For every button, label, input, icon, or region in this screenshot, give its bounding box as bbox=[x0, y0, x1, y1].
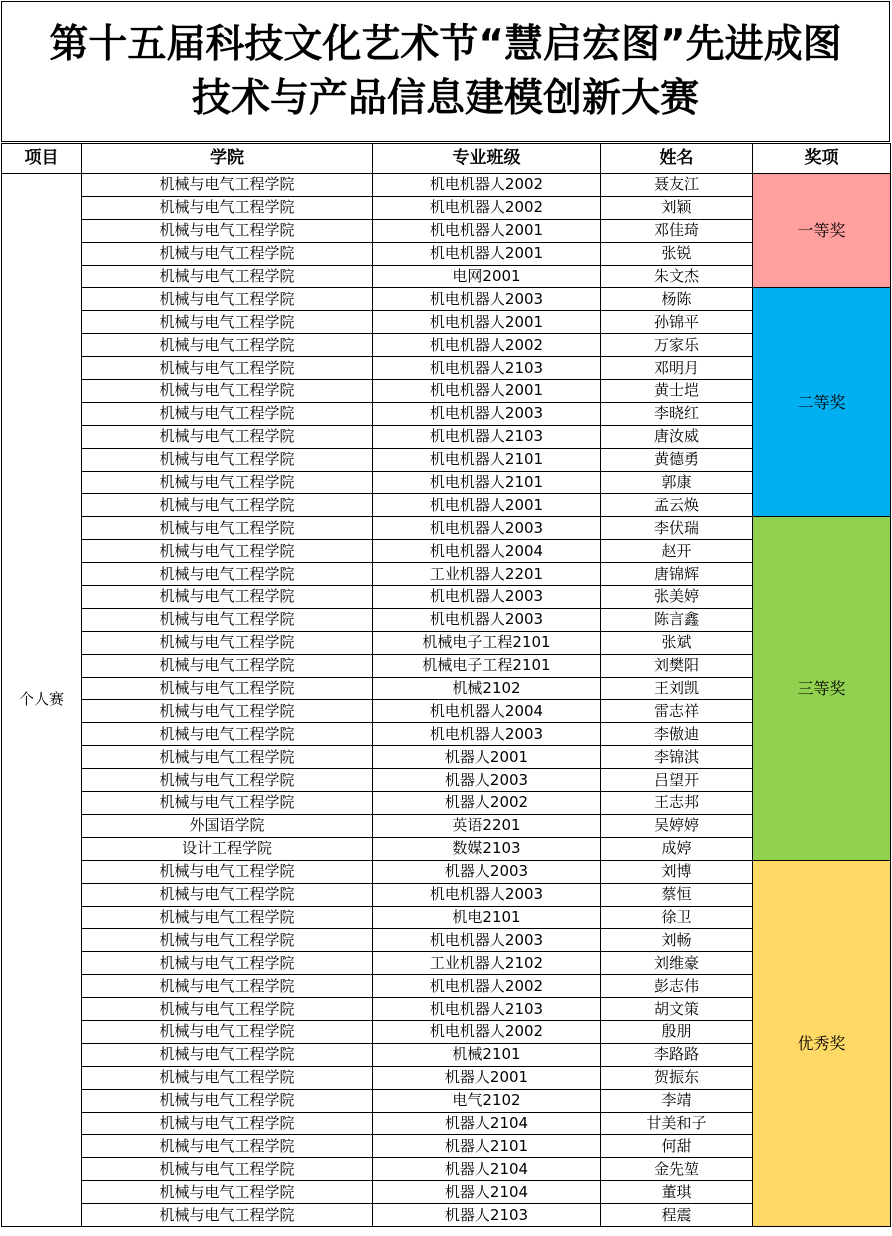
class-cell: 机械2101 bbox=[373, 1043, 601, 1066]
student-name-cell: 贺振东 bbox=[601, 1066, 753, 1089]
student-name-cell: 孙锦平 bbox=[601, 311, 753, 334]
class-cell: 机器人2001 bbox=[373, 1066, 601, 1089]
college-cell: 机械与电气工程学院 bbox=[82, 1181, 373, 1204]
class-cell: 机电机器人2003 bbox=[373, 608, 601, 631]
class-cell: 机电机器人2004 bbox=[373, 700, 601, 723]
college-cell: 机械与电气工程学院 bbox=[82, 769, 373, 792]
class-cell: 英语2201 bbox=[373, 814, 601, 837]
college-cell: 机械与电气工程学院 bbox=[82, 219, 373, 242]
class-cell: 机器人2104 bbox=[373, 1112, 601, 1135]
class-cell: 机电机器人2001 bbox=[373, 494, 601, 517]
college-cell: 机械与电气工程学院 bbox=[82, 1158, 373, 1181]
results-table bbox=[1, 143, 891, 1227]
class-cell: 电气2102 bbox=[373, 1089, 601, 1112]
student-name-cell: 程震 bbox=[601, 1204, 753, 1227]
student-name-cell: 郭康 bbox=[601, 471, 753, 494]
class-cell: 机器人2104 bbox=[373, 1158, 601, 1181]
student-name-cell: 雷志祥 bbox=[601, 700, 753, 723]
header-project: 项目 bbox=[2, 144, 82, 174]
college-cell: 机械与电气工程学院 bbox=[82, 998, 373, 1021]
class-cell: 机电机器人2003 bbox=[373, 288, 601, 311]
class-cell: 机电机器人2001 bbox=[373, 380, 601, 403]
student-name-cell: 朱文杰 bbox=[601, 265, 753, 288]
student-name-cell: 胡文策 bbox=[601, 998, 753, 1021]
project-cell: 个人赛 bbox=[2, 174, 82, 1227]
college-cell: 机械与电气工程学院 bbox=[82, 357, 373, 380]
student-name-cell: 李晓红 bbox=[601, 402, 753, 425]
student-name-cell: 李伏瑞 bbox=[601, 517, 753, 540]
college-cell: 机械与电气工程学院 bbox=[82, 906, 373, 929]
college-cell: 机械与电气工程学院 bbox=[82, 792, 373, 815]
student-name-cell: 金先堃 bbox=[601, 1158, 753, 1181]
student-name-cell: 蔡恒 bbox=[601, 883, 753, 906]
student-name-cell: 赵开 bbox=[601, 540, 753, 563]
college-cell: 机械与电气工程学院 bbox=[82, 952, 373, 975]
student-name-cell: 吕望开 bbox=[601, 769, 753, 792]
class-cell: 机电机器人2103 bbox=[373, 357, 601, 380]
class-cell: 机电机器人2002 bbox=[373, 975, 601, 998]
class-cell: 机电机器人2004 bbox=[373, 540, 601, 563]
class-cell: 机器人2103 bbox=[373, 1204, 601, 1227]
title-line-2: 技术与产品信息建模创新大赛 bbox=[191, 75, 699, 121]
college-cell: 机械与电气工程学院 bbox=[82, 608, 373, 631]
class-cell: 机电机器人2002 bbox=[373, 196, 601, 219]
table-body bbox=[2, 174, 891, 1227]
college-cell: 机械与电气工程学院 bbox=[82, 1204, 373, 1227]
student-name-cell: 邓佳琦 bbox=[601, 219, 753, 242]
student-name-cell: 徐卫 bbox=[601, 906, 753, 929]
college-cell: 外国语学院 bbox=[82, 814, 373, 837]
college-cell: 机械与电气工程学院 bbox=[82, 402, 373, 425]
class-cell: 机电机器人2002 bbox=[373, 174, 601, 197]
table-row bbox=[2, 174, 891, 197]
student-name-cell: 张锐 bbox=[601, 242, 753, 265]
header-row bbox=[2, 144, 891, 174]
college-cell: 机械与电气工程学院 bbox=[82, 1043, 373, 1066]
student-name-cell: 李傲迪 bbox=[601, 723, 753, 746]
student-name-cell: 唐锦辉 bbox=[601, 563, 753, 586]
college-cell: 机械与电气工程学院 bbox=[82, 196, 373, 219]
college-cell: 机械与电气工程学院 bbox=[82, 1135, 373, 1158]
class-cell: 机电机器人2103 bbox=[373, 998, 601, 1021]
table-row bbox=[2, 860, 891, 883]
college-cell: 机械与电气工程学院 bbox=[82, 1020, 373, 1043]
student-name-cell: 成婷 bbox=[601, 837, 753, 860]
class-cell: 机电机器人2101 bbox=[373, 448, 601, 471]
student-name-cell: 黄士垲 bbox=[601, 380, 753, 403]
student-name-cell: 万家乐 bbox=[601, 334, 753, 357]
student-name-cell: 王刘凯 bbox=[601, 677, 753, 700]
student-name-cell: 刘畅 bbox=[601, 929, 753, 952]
college-cell: 机械与电气工程学院 bbox=[82, 288, 373, 311]
class-cell: 机电机器人2003 bbox=[373, 517, 601, 540]
student-name-cell: 何甜 bbox=[601, 1135, 753, 1158]
class-cell: 机电机器人2003 bbox=[373, 586, 601, 609]
student-name-cell: 刘维豪 bbox=[601, 952, 753, 975]
title-cell bbox=[1, 1, 890, 142]
college-cell: 机械与电气工程学院 bbox=[82, 540, 373, 563]
student-name-cell: 杨陈 bbox=[601, 288, 753, 311]
student-name-cell: 黄德勇 bbox=[601, 448, 753, 471]
college-cell: 机械与电气工程学院 bbox=[82, 1089, 373, 1112]
college-cell: 机械与电气工程学院 bbox=[82, 586, 373, 609]
college-cell: 机械与电气工程学院 bbox=[82, 860, 373, 883]
class-cell: 机电机器人2001 bbox=[373, 311, 601, 334]
college-cell: 机械与电气工程学院 bbox=[82, 975, 373, 998]
college-cell: 机械与电气工程学院 bbox=[82, 311, 373, 334]
student-name-cell: 刘颖 bbox=[601, 196, 753, 219]
class-cell: 机电机器人2101 bbox=[373, 471, 601, 494]
class-cell: 机电机器人2003 bbox=[373, 929, 601, 952]
college-cell: 机械与电气工程学院 bbox=[82, 448, 373, 471]
college-cell: 机械与电气工程学院 bbox=[82, 1112, 373, 1135]
award-cell: 三等奖 bbox=[753, 517, 891, 860]
class-cell: 机器人2101 bbox=[373, 1135, 601, 1158]
student-name-cell: 王志邦 bbox=[601, 792, 753, 815]
student-name-cell: 殷朋 bbox=[601, 1020, 753, 1043]
college-cell: 机械与电气工程学院 bbox=[82, 631, 373, 654]
college-cell: 机械与电气工程学院 bbox=[82, 494, 373, 517]
class-cell: 机器人2003 bbox=[373, 860, 601, 883]
college-cell: 机械与电气工程学院 bbox=[82, 654, 373, 677]
college-cell: 设计工程学院 bbox=[82, 837, 373, 860]
college-cell: 机械与电气工程学院 bbox=[82, 380, 373, 403]
student-name-cell: 刘樊阳 bbox=[601, 654, 753, 677]
college-cell: 机械与电气工程学院 bbox=[82, 883, 373, 906]
class-cell: 机械电子工程2101 bbox=[373, 631, 601, 654]
student-name-cell: 李锦淇 bbox=[601, 746, 753, 769]
class-cell: 机电机器人2001 bbox=[373, 219, 601, 242]
class-cell: 数媒2103 bbox=[373, 837, 601, 860]
student-name-cell: 董琪 bbox=[601, 1181, 753, 1204]
student-name-cell: 孟云焕 bbox=[601, 494, 753, 517]
award-cell: 优秀奖 bbox=[753, 860, 891, 1226]
student-name-cell: 聂友江 bbox=[601, 174, 753, 197]
class-cell: 机电机器人2002 bbox=[373, 334, 601, 357]
student-name-cell: 张斌 bbox=[601, 631, 753, 654]
header-award: 奖项 bbox=[753, 144, 891, 174]
class-cell: 机器人2104 bbox=[373, 1181, 601, 1204]
class-cell: 机电2101 bbox=[373, 906, 601, 929]
college-cell: 机械与电气工程学院 bbox=[82, 471, 373, 494]
class-cell: 机器人2003 bbox=[373, 769, 601, 792]
college-cell: 机械与电气工程学院 bbox=[82, 929, 373, 952]
student-name-cell: 彭志伟 bbox=[601, 975, 753, 998]
header-class: 专业班级 bbox=[373, 144, 601, 174]
class-cell: 机电机器人2003 bbox=[373, 883, 601, 906]
student-name-cell: 唐汝威 bbox=[601, 425, 753, 448]
header-name: 姓名 bbox=[601, 144, 753, 174]
student-name-cell: 吴婷婷 bbox=[601, 814, 753, 837]
college-cell: 机械与电气工程学院 bbox=[82, 746, 373, 769]
student-name-cell: 甘美和子 bbox=[601, 1112, 753, 1135]
table-row bbox=[2, 517, 891, 540]
student-name-cell: 李路路 bbox=[601, 1043, 753, 1066]
class-cell: 机器人2002 bbox=[373, 792, 601, 815]
award-cell: 二等奖 bbox=[753, 288, 891, 517]
class-cell: 机电机器人2103 bbox=[373, 425, 601, 448]
college-cell: 机械与电气工程学院 bbox=[82, 265, 373, 288]
college-cell: 机械与电气工程学院 bbox=[82, 517, 373, 540]
header-college: 学院 bbox=[82, 144, 373, 174]
college-cell: 机械与电气工程学院 bbox=[82, 723, 373, 746]
student-name-cell: 李靖 bbox=[601, 1089, 753, 1112]
college-cell: 机械与电气工程学院 bbox=[82, 334, 373, 357]
award-cell: 一等奖 bbox=[753, 174, 891, 288]
class-cell: 机器人2001 bbox=[373, 746, 601, 769]
class-cell: 工业机器人2201 bbox=[373, 563, 601, 586]
college-cell: 机械与电气工程学院 bbox=[82, 242, 373, 265]
student-name-cell: 张美婷 bbox=[601, 586, 753, 609]
class-cell: 机电机器人2003 bbox=[373, 402, 601, 425]
student-name-cell: 邓明月 bbox=[601, 357, 753, 380]
class-cell: 工业机器人2102 bbox=[373, 952, 601, 975]
class-cell: 机械电子工程2101 bbox=[373, 654, 601, 677]
college-cell: 机械与电气工程学院 bbox=[82, 563, 373, 586]
table-row bbox=[2, 288, 891, 311]
class-cell: 机电机器人2002 bbox=[373, 1020, 601, 1043]
college-cell: 机械与电气工程学院 bbox=[82, 677, 373, 700]
college-cell: 机械与电气工程学院 bbox=[82, 425, 373, 448]
student-name-cell: 刘博 bbox=[601, 860, 753, 883]
class-cell: 机电机器人2001 bbox=[373, 242, 601, 265]
college-cell: 机械与电气工程学院 bbox=[82, 1066, 373, 1089]
student-name-cell: 陈言鑫 bbox=[601, 608, 753, 631]
college-cell: 机械与电气工程学院 bbox=[82, 174, 373, 197]
college-cell: 机械与电气工程学院 bbox=[82, 700, 373, 723]
class-cell: 电网2001 bbox=[373, 265, 601, 288]
title-line-1: 第十五届科技文化艺术节“慧启宏图”先进成图 bbox=[49, 21, 842, 67]
class-cell: 机械2102 bbox=[373, 677, 601, 700]
class-cell: 机电机器人2003 bbox=[373, 723, 601, 746]
